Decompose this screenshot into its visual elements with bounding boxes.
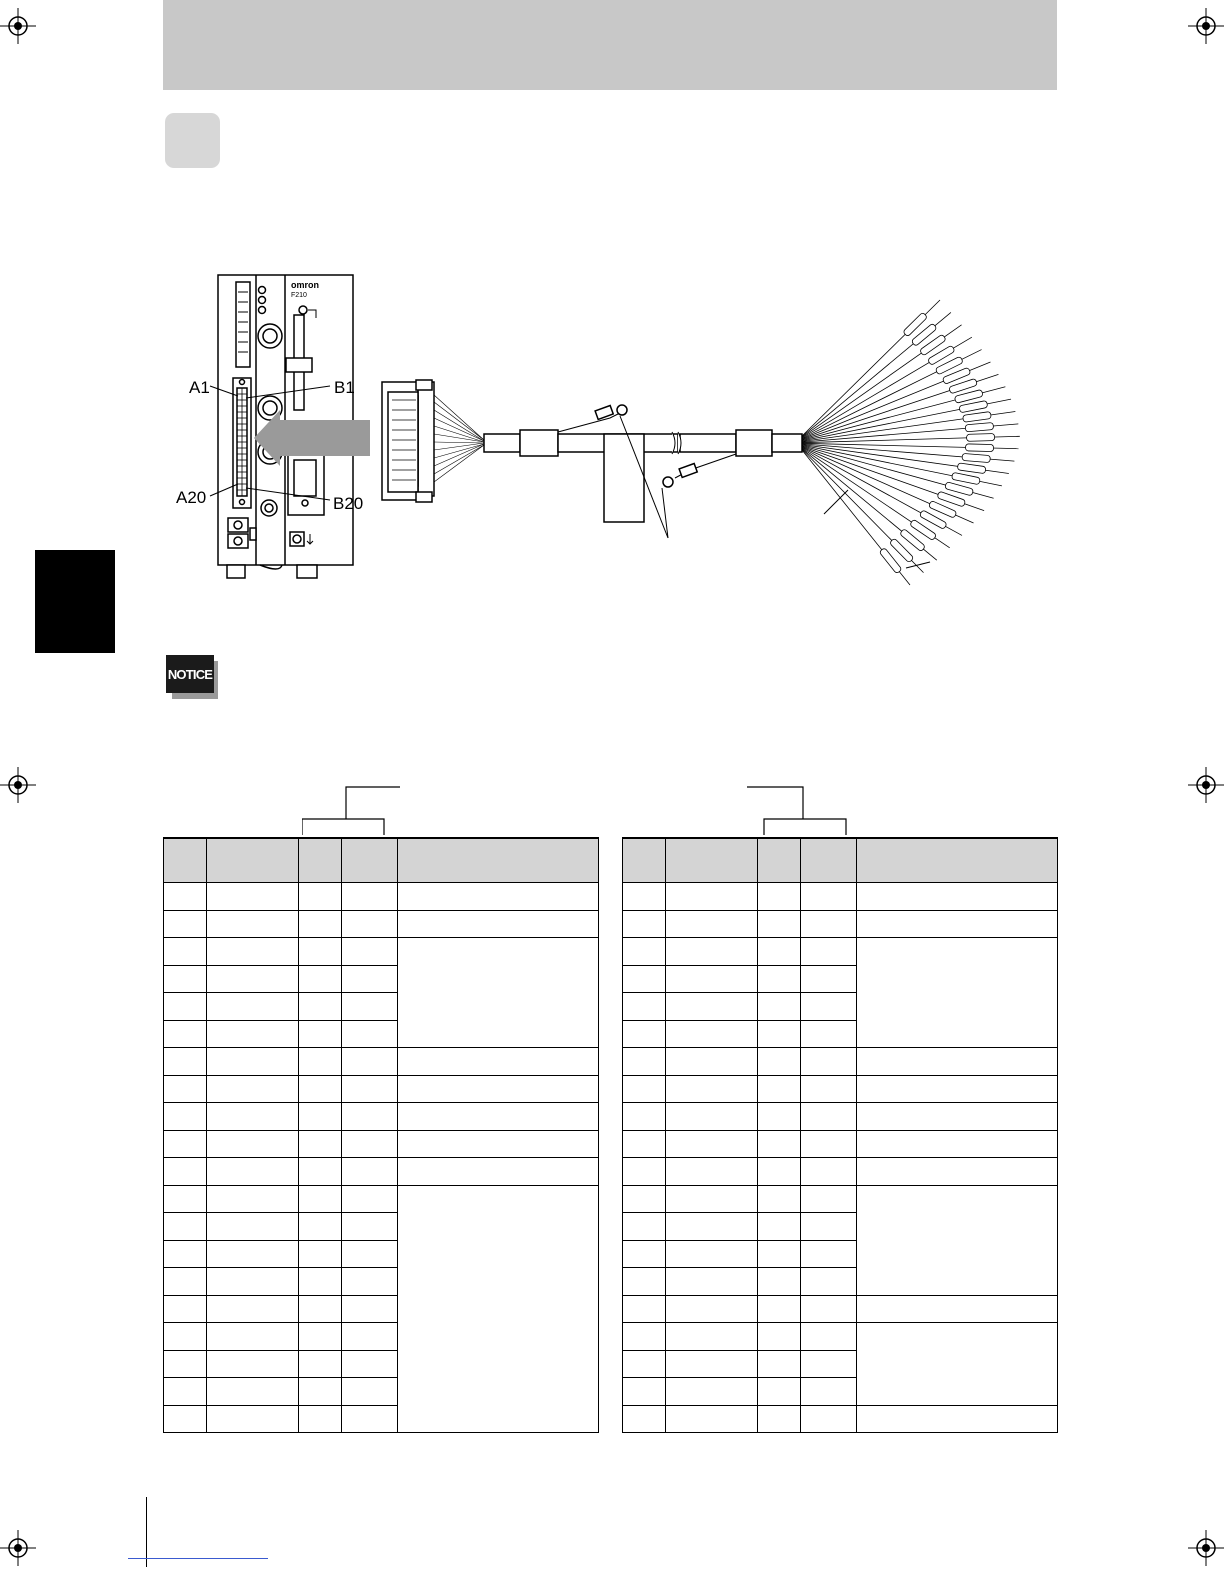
table-note-cell [398, 883, 599, 911]
table-cell [164, 1213, 207, 1241]
table-cell [342, 938, 398, 966]
table-cell [666, 1240, 758, 1268]
table-cell [758, 1378, 801, 1406]
table-row [164, 1075, 599, 1103]
table-cell [207, 1213, 299, 1241]
table-cell [758, 1158, 801, 1186]
table-cell [207, 1158, 299, 1186]
table-cell [666, 1020, 758, 1048]
callout-a20: A20 [176, 488, 207, 507]
table-cell [207, 1130, 299, 1158]
wire-sleeve [965, 423, 993, 432]
table-cell [623, 1075, 666, 1103]
registration-mark-bottom-right [1188, 1530, 1224, 1566]
table-cell [207, 1048, 299, 1076]
registration-mark-top-left [0, 8, 36, 44]
table-cell [299, 1020, 342, 1048]
table-cell [623, 1103, 666, 1131]
table-cell [801, 1378, 857, 1406]
footer-rule [128, 1558, 268, 1559]
table-cell [164, 1020, 207, 1048]
table-cell [801, 1405, 857, 1433]
chapter-side-tab [35, 550, 115, 653]
table-cell [623, 1158, 666, 1186]
table-cell [164, 1268, 207, 1296]
table-cell [666, 1158, 758, 1186]
table-row [623, 1323, 1058, 1351]
registration-mark-mid-left [0, 767, 36, 803]
table-cell [623, 1240, 666, 1268]
table-cell [758, 965, 801, 993]
table-cell [164, 1405, 207, 1433]
table-cell [666, 1323, 758, 1351]
table-cell [299, 1405, 342, 1433]
wire-sleeve [959, 400, 988, 412]
table-cell [342, 1185, 398, 1213]
table-note-cell [398, 1185, 599, 1433]
table-row [164, 1103, 599, 1131]
table-cell [342, 883, 398, 911]
table-row [623, 1048, 1058, 1076]
table-note-cell [857, 883, 1058, 911]
table-cell [758, 1103, 801, 1131]
table-cell [342, 993, 398, 1021]
fan-out-wires [802, 300, 1020, 585]
table-cell [758, 1130, 801, 1158]
table-cell [801, 910, 857, 938]
table-header-row [164, 838, 599, 883]
table-cell [207, 1295, 299, 1323]
table-cell [299, 910, 342, 938]
table-note-cell [398, 1158, 599, 1186]
table-cell [207, 1103, 299, 1131]
table-note-cell [857, 1295, 1058, 1323]
callout-b1: B1 [334, 378, 355, 397]
table-cell [164, 883, 207, 911]
table-cell [758, 910, 801, 938]
table-cell [666, 1075, 758, 1103]
table-note-cell [857, 1130, 1058, 1158]
registration-mark-bottom-left [0, 1530, 36, 1566]
table-cell [207, 1350, 299, 1378]
table-cell [666, 1130, 758, 1158]
table-row [623, 938, 1058, 966]
pin-table-left [163, 837, 599, 1433]
table-cell [801, 883, 857, 911]
table-cell [299, 1158, 342, 1186]
table-note-cell [857, 910, 1058, 938]
table-cell [207, 993, 299, 1021]
table-cell [623, 1185, 666, 1213]
table-cell [299, 938, 342, 966]
pin-table-right [622, 837, 1058, 1433]
table-note-cell [398, 1075, 599, 1103]
table-row [164, 1158, 599, 1186]
table-cell [758, 993, 801, 1021]
table-cell [666, 993, 758, 1021]
table-note-cell [398, 1103, 599, 1131]
table-cell [342, 1378, 398, 1406]
table-note-cell [857, 1323, 1058, 1406]
wire-sleeve [963, 412, 992, 423]
wire-sleeve [952, 472, 981, 484]
table-cell [801, 1020, 857, 1048]
callout-b20: B20 [333, 494, 364, 513]
table-cell [623, 910, 666, 938]
table-cell [299, 1075, 342, 1103]
table-cell [758, 938, 801, 966]
table-cell [164, 1048, 207, 1076]
table-cell [342, 1295, 398, 1323]
table-cell [758, 1075, 801, 1103]
table-cell [164, 1185, 207, 1213]
table-cell [666, 1103, 758, 1131]
table-cell [623, 883, 666, 911]
table-cell [342, 1405, 398, 1433]
left-table-bracket [302, 785, 402, 842]
table-cell [758, 1268, 801, 1296]
table-cell [164, 1323, 207, 1351]
table-row [623, 1103, 1058, 1131]
table-cell [666, 1405, 758, 1433]
table-cell [207, 1075, 299, 1103]
table-row [164, 1048, 599, 1076]
table-cell [164, 938, 207, 966]
table-cell [299, 1378, 342, 1406]
table-cell [801, 1350, 857, 1378]
table-cell [299, 1048, 342, 1076]
table-cell [801, 1158, 857, 1186]
table-row [164, 910, 599, 938]
table-row [623, 1075, 1058, 1103]
table-cell [801, 1240, 857, 1268]
table-note-cell [857, 1405, 1058, 1433]
table-cell [758, 1350, 801, 1378]
table-cell [164, 993, 207, 1021]
table-cell [801, 1075, 857, 1103]
table-cell [801, 1213, 857, 1241]
table-row [164, 883, 599, 911]
table-cell [299, 883, 342, 911]
table-header-row [623, 838, 1058, 883]
table-cell [666, 965, 758, 993]
wire-sleeve [965, 444, 993, 452]
table-note-cell [398, 910, 599, 938]
table-cell [801, 1268, 857, 1296]
cable-connection-figure [170, 270, 1030, 605]
table-row [623, 1405, 1058, 1433]
table-cell [207, 1323, 299, 1351]
table-note-cell [857, 938, 1058, 1048]
table-cell [666, 1268, 758, 1296]
table-cell [666, 1213, 758, 1241]
table-cell [623, 965, 666, 993]
table-cell [342, 1130, 398, 1158]
table-note-cell [857, 1075, 1058, 1103]
table-cell [666, 883, 758, 911]
table-cell [623, 1020, 666, 1048]
page-margin-line [146, 1497, 147, 1567]
table-cell [207, 1378, 299, 1406]
table-cell [299, 965, 342, 993]
table-cell [207, 883, 299, 911]
table-cell [207, 965, 299, 993]
table-cell [666, 1185, 758, 1213]
table-cell [207, 1240, 299, 1268]
table-cell [342, 1075, 398, 1103]
table-cell [299, 1268, 342, 1296]
table-cell [164, 1295, 207, 1323]
table-row [623, 1185, 1058, 1213]
table-cell [623, 938, 666, 966]
table-cell [299, 1130, 342, 1158]
table-row [164, 938, 599, 966]
table-note-cell [857, 1103, 1058, 1131]
wire-sleeve [945, 482, 974, 496]
registration-mark-top-right [1188, 8, 1224, 44]
table-cell [164, 1130, 207, 1158]
table-note-cell [857, 1048, 1058, 1076]
table-cell [299, 993, 342, 1021]
table-cell [623, 1268, 666, 1296]
table-cell [623, 1350, 666, 1378]
table-note-cell [398, 1048, 599, 1076]
table-cell [666, 1295, 758, 1323]
table-cell [342, 1323, 398, 1351]
table-cell [164, 1350, 207, 1378]
table-cell [758, 1323, 801, 1351]
table-cell [207, 910, 299, 938]
table-cell [623, 993, 666, 1021]
table-cell [801, 965, 857, 993]
table-cell [342, 1103, 398, 1131]
wire-sleeve [967, 434, 995, 442]
table-cell [623, 1213, 666, 1241]
table-cell [299, 1240, 342, 1268]
table-cell [801, 1295, 857, 1323]
table-row [623, 1130, 1058, 1158]
notice-label: NOTICE [166, 655, 214, 693]
table-row [623, 883, 1058, 911]
table-note-cell [398, 938, 599, 1048]
table-cell [164, 1240, 207, 1268]
table-cell [342, 1213, 398, 1241]
table-cell [207, 938, 299, 966]
table-row [623, 1158, 1058, 1186]
table-cell [801, 1185, 857, 1213]
wire-leader-line [824, 490, 848, 514]
cable-connector [382, 380, 434, 502]
table-cell [342, 1268, 398, 1296]
table-cell [666, 1048, 758, 1076]
table-cell [164, 965, 207, 993]
model-text: F210 [291, 292, 307, 299]
table-note-cell [857, 1158, 1058, 1186]
table-cell [164, 1158, 207, 1186]
wire-sleeve [962, 453, 990, 462]
table-cell [164, 1378, 207, 1406]
table-cell [207, 1020, 299, 1048]
cable-body [484, 405, 802, 538]
table-row [623, 910, 1058, 938]
table-cell [164, 1075, 207, 1103]
table-cell [207, 1185, 299, 1213]
table-cell [623, 1048, 666, 1076]
registration-mark-mid-right [1188, 767, 1224, 803]
table-cell [801, 993, 857, 1021]
table-cell [342, 965, 398, 993]
table-cell [299, 1103, 342, 1131]
table-cell [758, 1185, 801, 1213]
wire-sleeve [957, 463, 986, 474]
table-cell [801, 938, 857, 966]
table-cell [666, 1350, 758, 1378]
notice-badge [166, 655, 218, 699]
table-cell [623, 1378, 666, 1406]
table-cell [342, 1158, 398, 1186]
table-cell [666, 938, 758, 966]
table-row [164, 1130, 599, 1158]
table-cell [207, 1268, 299, 1296]
table-cell [758, 1240, 801, 1268]
header-band [163, 0, 1057, 90]
table-note-cell [857, 1185, 1058, 1295]
table-cell [758, 1213, 801, 1241]
table-cell [164, 1103, 207, 1131]
table-cell [623, 1323, 666, 1351]
table-cell [342, 910, 398, 938]
table-cell [758, 1295, 801, 1323]
connector-wires [434, 395, 484, 482]
table-row [623, 1295, 1058, 1323]
table-cell [164, 910, 207, 938]
table-note-cell [398, 1130, 599, 1158]
section-badge [165, 113, 220, 168]
right-table-bracket [745, 785, 849, 842]
table-cell [758, 1048, 801, 1076]
table-cell [623, 1130, 666, 1158]
table-cell [299, 1295, 342, 1323]
table-cell [758, 1020, 801, 1048]
table-cell [801, 1048, 857, 1076]
table-cell [207, 1405, 299, 1433]
table-cell [758, 1405, 801, 1433]
table-cell [299, 1185, 342, 1213]
table-cell [623, 1295, 666, 1323]
table-cell [299, 1323, 342, 1351]
table-cell [758, 883, 801, 911]
table-cell [801, 1323, 857, 1351]
table-cell [666, 1378, 758, 1406]
table-row [164, 1185, 599, 1213]
table-cell [342, 1048, 398, 1076]
table-cell [666, 910, 758, 938]
table-cell [623, 1405, 666, 1433]
table-cell [801, 1103, 857, 1131]
table-cell [342, 1350, 398, 1378]
brand-text: omron [291, 280, 319, 290]
table-cell [299, 1350, 342, 1378]
table-cell [801, 1130, 857, 1158]
callout-a1: A1 [189, 378, 210, 397]
table-cell [342, 1240, 398, 1268]
table-cell [342, 1020, 398, 1048]
table-cell [299, 1213, 342, 1241]
